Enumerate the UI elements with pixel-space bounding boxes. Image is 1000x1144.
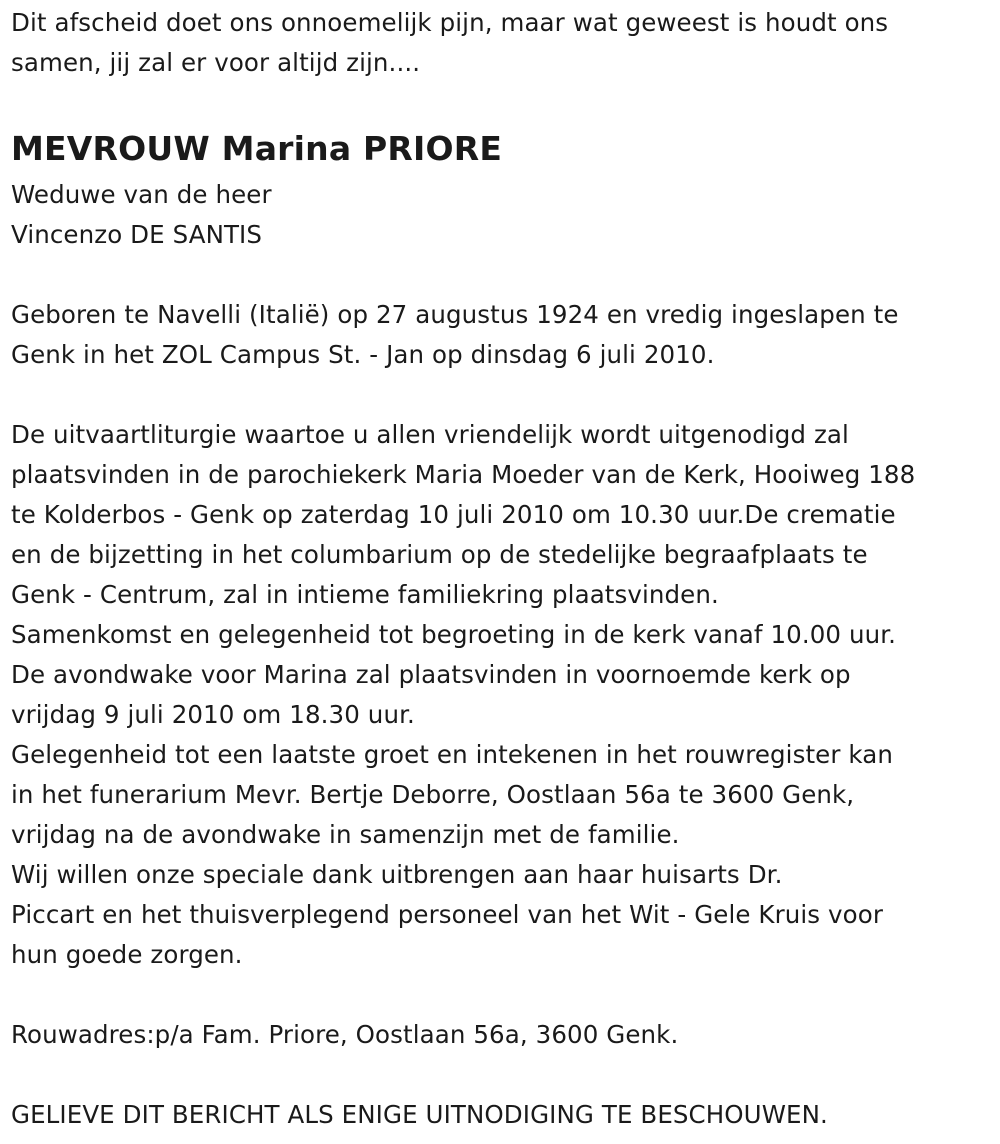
details-line: vrijdag 9 juli 2010 om 18.30 uur.	[11, 700, 415, 729]
birth-line: Genk in het ZOL Campus St. - Jan op dinsdag 6 juli 2010.	[11, 340, 715, 369]
details-line: De uitvaartliturgie waartoe u allen vriendelijk wordt uitgenodigd zal	[11, 420, 849, 449]
paragraph-gap	[11, 975, 991, 1015]
spouse-line: Weduwe van de heer	[11, 180, 272, 209]
birth-death-paragraph	[11, 295, 991, 375]
spouse-paragraph	[11, 175, 991, 255]
intro-line: samen, jij zal er voor altijd zijn....	[11, 48, 421, 77]
intro-paragraph	[11, 3, 991, 83]
obituary-document	[11, 0, 991, 1135]
deceased-name-title: MEVROUW Marina PRIORE	[11, 129, 503, 168]
invitation-notice: GELIEVE DIT BERICHT ALS ENIGE UITNODIGING TE BESCHOUWEN.	[11, 1100, 828, 1129]
details-line: De avondwake voor Marina zal plaatsvinden in voornoemde kerk op	[11, 660, 851, 689]
paragraph-gap	[11, 1055, 991, 1095]
details-line: Wij willen onze speciale dank uitbrengen aan haar huisarts Dr.	[11, 860, 783, 889]
details-line: hun goede zorgen.	[11, 940, 243, 969]
details-line: Genk - Centrum, zal in intieme familiekring plaatsvinden.	[11, 580, 719, 609]
details-line: te Kolderbos - Genk op zaterdag 10 juli 2010 om 10.30 uur.De crematie	[11, 500, 896, 529]
paragraph-gap	[11, 255, 991, 295]
details-line: in het funerarium Mevr. Bertje Deborre, Oostlaan 56a te 3600 Genk,	[11, 780, 855, 809]
details-line: vrijdag na de avondwake in samenzijn met de familie.	[11, 820, 680, 849]
mourning-address: Rouwadres:p/a Fam. Priore, Oostlaan 56a, 3600 Genk.	[11, 1020, 679, 1049]
details-line: Samenkomst en gelegenheid tot begroeting in de kerk vanaf 10.00 uur.	[11, 620, 897, 649]
details-line: Gelegenheid tot een laatste groet en intekenen in het rouwregister kan	[11, 740, 893, 769]
details-line: en de bijzetting in het columbarium op de stedelijke begraafplaats te	[11, 540, 868, 569]
details-line: Piccart en het thuisverplegend personeel van het Wit - Gele Kruis voor	[11, 900, 884, 929]
intro-line: Dit afscheid doet ons onnoemelijk pijn, maar wat geweest is houdt ons	[11, 8, 889, 37]
birth-line: Geboren te Navelli (Italië) op 27 augustus 1924 en vredig ingeslapen te	[11, 300, 899, 329]
funeral-details-paragraph	[11, 415, 991, 975]
paragraph-gap	[11, 375, 991, 415]
spouse-line: Vincenzo DE SANTIS	[11, 220, 263, 249]
details-line: plaatsvinden in de parochiekerk Maria Moeder van de Kerk, Hooiweg 188	[11, 460, 916, 489]
